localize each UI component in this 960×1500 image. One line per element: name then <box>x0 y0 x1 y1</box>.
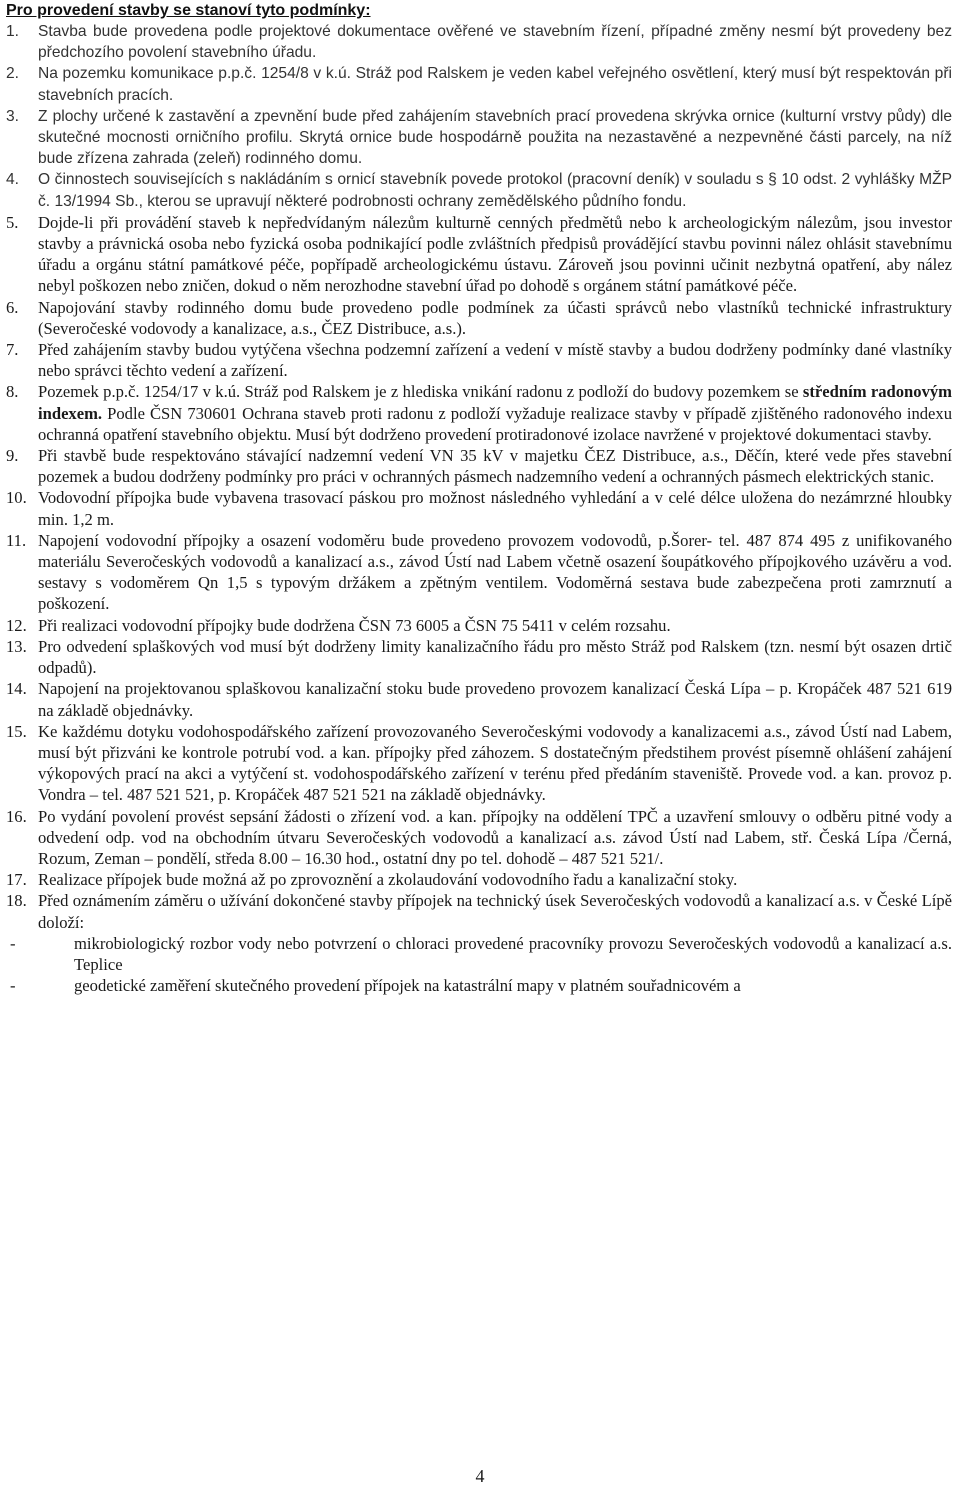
condition-text <box>38 869 952 890</box>
dash-bullet: - <box>10 933 16 953</box>
condition-text <box>38 636 952 678</box>
text-segment: Napojení na projektovanou splaškovou kanalizační stoku bude provedeno provozem kanalizací Česká Lípa – p. Kropáček 487 521 619 na základě objednávky. <box>38 679 952 720</box>
condition-text <box>38 106 952 170</box>
condition-number: 16. <box>6 806 27 826</box>
condition-item <box>6 721 952 806</box>
requirement-text: geodetické zaměření skutečného provedení přípojek na katastrální mapy v platném souřadnicovém a <box>74 976 741 996</box>
condition-number: 11. <box>6 530 27 550</box>
text-segment: Stavba bude provedena podle projektové dokumentace ověřené ve stavebním řízení, případné změny nesmí být provedeny bez předchozího povolení stavebního úřadu. <box>38 23 952 62</box>
condition-number: 1. <box>6 23 20 40</box>
text-segment: Realizace přípojek bude možná až po zprovoznění a zkolaudování vodovodního řadu a kanalizační stoky. <box>38 870 738 890</box>
condition-text <box>38 487 952 529</box>
condition-text <box>38 169 952 211</box>
requirement-item <box>6 975 952 996</box>
condition-item <box>6 106 952 170</box>
conditions-list <box>6 21 952 933</box>
condition-item <box>6 615 952 636</box>
condition-text <box>38 615 952 636</box>
condition-item <box>6 212 952 297</box>
text-segment: Z plochy určené k zastavění a zpevnění bude před zahájením stavebních prací provedena skrývka ornice (kulturní vrstvy půdy) dle skutečné mocnosti orničního profilu. Skrytá ornice bude hospodárně použita na nezastavěné a nezpevněné části parcely, na níž bude zřízena zahrada (zeleň) rodinného domu. <box>38 107 952 168</box>
condition-text <box>38 381 952 445</box>
condition-text <box>38 721 952 806</box>
conditions-heading: Pro provedení stavby se stanoví tyto podmínky: <box>6 2 371 19</box>
text-segment: Dojde-li při provádění staveb k nepředvídaným nálezům kulturně cenných předmětů nebo k archeologickým nálezům, jsou investor stavby a právnická osoba nebo fyzická osoba podnikající podle zvláštních předpisů provádějící stavbu povinni nález ohlásit stavebnímu úřadu a orgánu státní památkové péče, popřípadě archeologickému ústavu. Zároveň jsou povinni učinit nezbytná opatření, aby nález nebyl poškozen nebo zničen, dokud o něm nerozhodne stavební úřad po dohodě s orgánem státní památkové péče. <box>38 212 952 296</box>
dash-bullet: - <box>10 976 16 996</box>
requirement-item <box>6 933 952 975</box>
text-segment: O činnostech souvisejících s nakládáním s ornicí stavebník povede protokol (pracovní deník) v souladu s § 10 odst. 2 vyhlášky MŽP č. 13/1994 Sb., kterou se upravují některé podrobnosti ochrany zemědělského půdního fondu. <box>38 171 952 210</box>
condition-number: 4. <box>6 171 20 189</box>
text-segment: Při stavbě bude respektováno stávající nadzemní vedení VN 35 kV v majetku ČEZ Distribuce, a.s., Děčín, které vede přes stavební pozemek a budou dodrženy podmínky pro práci v ochranných pásmech nadzemního vedení a ochranných pásmech elektrických stanic. <box>38 446 952 487</box>
condition-number: 10. <box>6 488 27 508</box>
condition-item <box>6 381 952 445</box>
condition-number: 12. <box>6 615 27 635</box>
condition-item <box>6 297 952 339</box>
text-segment: Pozemek p.p.č. 1254/17 v k.ú. Stráž pod Ralskem je z hlediska vnikání radonu z podloží do budovy pozemkem se <box>38 382 803 402</box>
text-segment: Ke každému dotyku vodohospodářského zařízení provozovaného Severočeskými vodovody a kanalizacemi a.s., závod Ústí nad Labem, musí být přizváni ke kontrole potrubí vod. a kan. přípojky před záhozem. S dostatečným předstihem provést písemně ohlášení zahájení výkopových prací na akci a vytýčení st. vodohospodářského zařízení v terénu před předáním staveniště. Provede vod. a kan. provoz p. Vondra – tel. 487 521 521, p. Kropáček 487 521 521 na základě objednávky. <box>38 721 952 805</box>
condition-item <box>6 169 952 211</box>
text-segment: Pro odvedení splaškových vod musí být dodrženy limity kanalizačního řádu pro město Stráž pod Ralskem (tzn. nesmí být osazen drtič odpadů). <box>38 636 952 678</box>
condition-text <box>38 530 952 615</box>
page-number: 4 <box>475 1466 485 1486</box>
condition-item <box>6 530 952 615</box>
condition-text <box>38 678 952 720</box>
condition-number: 3. <box>6 107 20 125</box>
condition-item <box>6 890 952 932</box>
condition-text <box>38 806 952 870</box>
condition-number: 7. <box>6 340 19 360</box>
condition-number: 18. <box>6 891 27 911</box>
text-segment: Po vydání povolení provést sepsání žádosti o zřízení vod. a kan. přípojky na oddělení TPČ a uzavření smlouvy o odběru pitné vody a odvedení odp. vod na obchodním útvaru Severočeských vodovodů a kanalizací a.s. závod Ústí nad Labem, stř. Česká Lípa /Černá, Rozum, Zeman – pondělí, středa 8.00 – 16.30 hod., ostatní dny po tel. dohodě – 487 521 521/. <box>38 806 952 868</box>
condition-text <box>38 339 952 381</box>
condition-text <box>38 890 952 932</box>
condition-number: 17. <box>6 870 27 890</box>
condition-item <box>6 21 952 63</box>
condition-item <box>6 869 952 890</box>
condition-item <box>6 63 952 105</box>
condition-number: 8. <box>6 382 19 402</box>
text-segment: Vodovodní přípojka bude vybavena trasovací páskou pro možnost následného vyhledání a v celé délce uložena do nezámrzné hloubky min. 1,2 m. <box>38 488 952 529</box>
condition-item <box>6 806 952 870</box>
requirements-list <box>6 933 952 997</box>
condition-text <box>38 63 952 105</box>
text-segment: Před oznámením záměru o užívání dokončené stavby přípojek na technický úsek Severočeských vodovodů a kanalizací a.s. v České Lípě doloží: <box>38 891 952 932</box>
condition-item <box>6 339 952 381</box>
condition-number: 14. <box>6 679 27 699</box>
condition-number: 5. <box>6 212 19 232</box>
condition-text <box>38 445 952 487</box>
text-segment: Podle ČSN 730601 Ochrana staveb proti radonu z podloží vyžaduje realizace stavby v případě zjištěného radonového indexu ochranná opatření stavebního objektu. Musí být dodrženo provedení protiradonové izolace navržené v projektové dokumentaci stavby. <box>38 403 952 444</box>
text-segment: Před zahájením stavby budou vytýčena všechna podzemní zařízení a vedení v místě stavby a budou dodrženy podmínky dané vlastníky nebo správci těchto vedení a zařízení. <box>38 340 952 381</box>
condition-text <box>38 21 952 63</box>
emphasized-text: středním radonovým indexem. <box>38 382 952 423</box>
condition-item <box>6 445 952 487</box>
condition-number: 6. <box>6 297 19 317</box>
text-segment: Napojování stavby rodinného domu bude provedeno podle podmínek za účasti správců nebo vlastníků technické infrastruktury (Severočeské vodovody a kanalizace, a.s., ČEZ Distribuce, a.s.). <box>38 297 952 338</box>
condition-item <box>6 636 952 678</box>
text-segment: Napojení vodovodní přípojky a osazení vodoměru bude provedeno provozem vodovodů, p.Šorer- tel. 487 874 495 z unifikovaného materiálu Severočeských vodovodů a kanalizací a.s., závod Ústí nad Labem včetně osazení šoupátkového přípojkového uzávěru a vod. sestavy s vodoměrem Qn 1,5 s typovým držákem a zpětným ventilem. Vodoměrná sestava bude zabezpečena proti zamrznutí a poškození. <box>38 530 952 614</box>
condition-number: 2. <box>6 65 20 83</box>
condition-text <box>38 212 952 297</box>
text-segment: Na pozemku komunikace p.p.č. 1254/8 v k.ú. Stráž pod Ralskem je veden kabel veřejného osvětlení, který musí být respektován při stavebních pracích. <box>38 65 952 104</box>
condition-text <box>38 297 952 339</box>
condition-item <box>6 487 952 529</box>
condition-number: 9. <box>6 446 19 466</box>
requirement-text: mikrobiologický rozbor vody nebo potvrzení o chloraci provedené pracovníky provozu Severočeských vodovodů a kanalizací a.s. Teplice <box>74 933 952 974</box>
text-segment: Při realizaci vodovodní přípojky bude dodržena ČSN 73 6005 a ČSN 75 5411 v celém rozsahu. <box>38 615 671 635</box>
condition-number: 15. <box>6 721 27 741</box>
condition-item <box>6 678 952 720</box>
condition-number: 13. <box>6 636 27 656</box>
